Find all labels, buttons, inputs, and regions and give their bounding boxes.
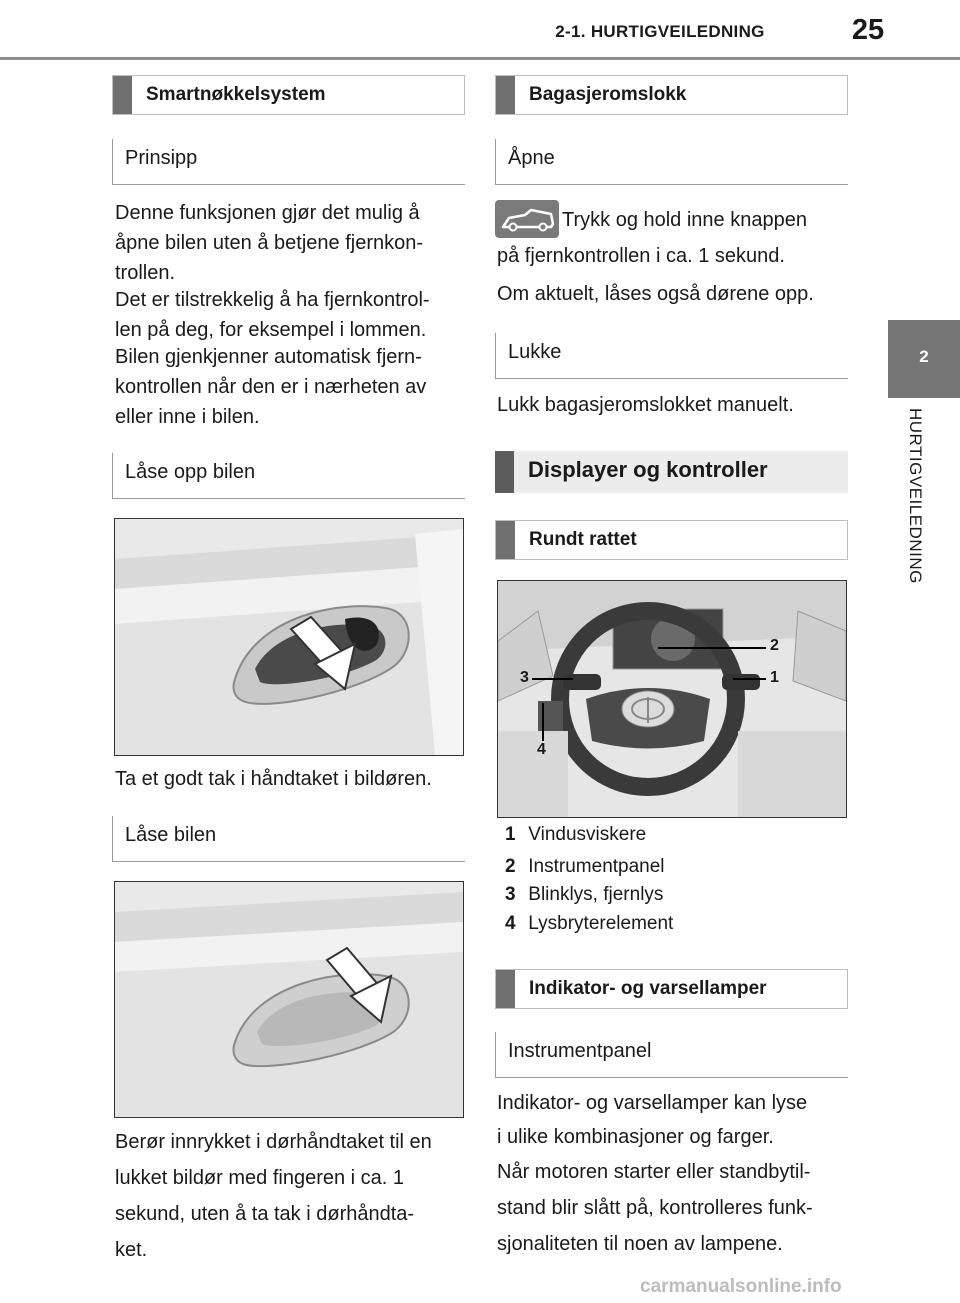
text-line: trollen. <box>115 262 176 284</box>
paragraph-indikator-2 <box>497 1154 813 1262</box>
trunk-open-icon <box>495 200 559 238</box>
section-marker <box>496 521 515 559</box>
watermark: carmanualsonline.info <box>640 1276 842 1297</box>
section-title: Smartnøkkelsystem <box>146 84 326 105</box>
paragraph-indikator-1 <box>497 1088 807 1152</box>
section-displayer-og-kontroller <box>495 451 848 493</box>
list-item-number: 3 <box>505 884 516 905</box>
section-title: Displayer og kontroller <box>528 457 768 482</box>
running-head: 2-1. HURTIGVEILEDNING <box>555 22 765 41</box>
door-handle-lock-illustration <box>115 882 463 1117</box>
list-item-number: 2 <box>505 856 516 877</box>
list-item <box>505 884 663 906</box>
text-line: Bilen gjenkjenner automatisk fjern- <box>115 346 422 368</box>
text-line: Når motoren starter eller standbytil- <box>497 1161 811 1183</box>
section-rundt-rattet <box>495 520 848 560</box>
text-line: i ulike kombinasjoner og farger. <box>497 1126 774 1148</box>
list-item <box>505 824 646 846</box>
section-title: Bagasjeromslokk <box>529 84 687 105</box>
callout-4: 4 <box>537 741 546 758</box>
list-item-number: 1 <box>505 824 516 845</box>
text-line: stand blir slått på, kontrolleres funk- <box>497 1197 813 1219</box>
list-item-number: 4 <box>505 913 516 934</box>
text-line: Denne funksjonen gjør det mulig å <box>115 202 420 224</box>
door-handle-illustration <box>115 519 463 755</box>
subheading-lase <box>112 816 465 862</box>
subheading-title: Åpne <box>508 147 555 169</box>
figure-door-handle-lock <box>114 881 464 1118</box>
steering-wheel-illustration <box>498 581 846 817</box>
paragraph-prinsipp-3 <box>115 342 426 432</box>
subheading-title: Instrumentpanel <box>508 1040 652 1062</box>
text-line: eller inne i bilen. <box>115 406 260 428</box>
paragraph-lase-opp: Ta et godt tak i håndtaket i bildøren. <box>115 768 432 790</box>
text-line: len på deg, for eksempel i lommen. <box>115 319 427 341</box>
subheading-lukke <box>495 333 848 379</box>
list-item-text: Vindusviskere <box>528 824 647 845</box>
subheading-prinsipp <box>112 139 465 185</box>
list-item-text: Instrumentpanel <box>528 856 665 877</box>
paragraph-prinsipp-1 <box>115 198 423 288</box>
subheading-title: Lukke <box>508 341 562 363</box>
section-marker <box>495 451 514 493</box>
page-number: 25 <box>851 14 885 46</box>
text-line: åpne bilen uten å betjene fjernkon- <box>115 232 424 254</box>
paragraph-apne-1a: Trykk og hold inne knappen <box>562 209 807 231</box>
section-bagasjeromslokk <box>495 75 848 115</box>
paragraph-apne-1b: på fjernkontrollen i ca. 1 sekund. <box>497 245 785 267</box>
text-line: kontrollen når den er i nærheten av <box>115 376 427 398</box>
subheading-apne <box>495 139 848 185</box>
text-line: Indikator- og varsellamper kan lyse <box>497 1092 808 1114</box>
list-item <box>505 913 673 935</box>
subheading-title: Låse bilen <box>125 824 217 846</box>
text-line: Berør innrykket i dørhåndtaket til en <box>115 1131 432 1153</box>
text-line: ket. <box>115 1239 148 1261</box>
callout-2: 2 <box>770 637 779 654</box>
section-marker <box>113 76 132 114</box>
section-indikator-og-varsellamper <box>495 969 848 1009</box>
subheading-title: Låse opp bilen <box>125 461 256 483</box>
callout-3: 3 <box>520 669 529 686</box>
paragraph-prinsipp-2 <box>115 285 430 345</box>
figure-steering-wheel <box>497 580 847 818</box>
paragraph-lukke: Lukk bagasjeromslokket manuelt. <box>497 394 794 416</box>
section-title: Rundt rattet <box>529 529 637 550</box>
subheading-instrumentpanel <box>495 1032 848 1078</box>
paragraph-lase <box>115 1124 432 1268</box>
chapter-tab-number: 2 <box>919 347 929 366</box>
text-line: sjonaliteten til noen av lampene. <box>497 1233 783 1255</box>
list-item-text: Blinklys, fjernlys <box>528 884 664 905</box>
chapter-tab-label: HURTIGVEILEDNING <box>906 408 925 584</box>
text-line: Det er tilstrekkelig å ha fjernkontrol- <box>115 289 430 311</box>
subheading-lase-opp <box>112 453 465 499</box>
callout-1: 1 <box>770 669 779 686</box>
section-title: Indikator- og varsellamper <box>529 978 767 999</box>
section-marker <box>496 76 515 114</box>
list-item <box>505 856 665 878</box>
figure-door-handle-unlock <box>114 518 464 756</box>
paragraph-apne-2: Om aktuelt, låses også dørene opp. <box>497 283 814 305</box>
subheading-title: Prinsipp <box>125 147 198 169</box>
header-rule <box>0 57 960 60</box>
text-line: sekund, uten å ta tak i dørhåndta- <box>115 1203 415 1225</box>
section-marker <box>496 970 515 1008</box>
text-line: lukket bildør med fingeren i ca. 1 <box>115 1167 405 1189</box>
list-item-text: Lysbryterelement <box>528 913 674 934</box>
section-smartnokkelsystem <box>112 75 465 115</box>
